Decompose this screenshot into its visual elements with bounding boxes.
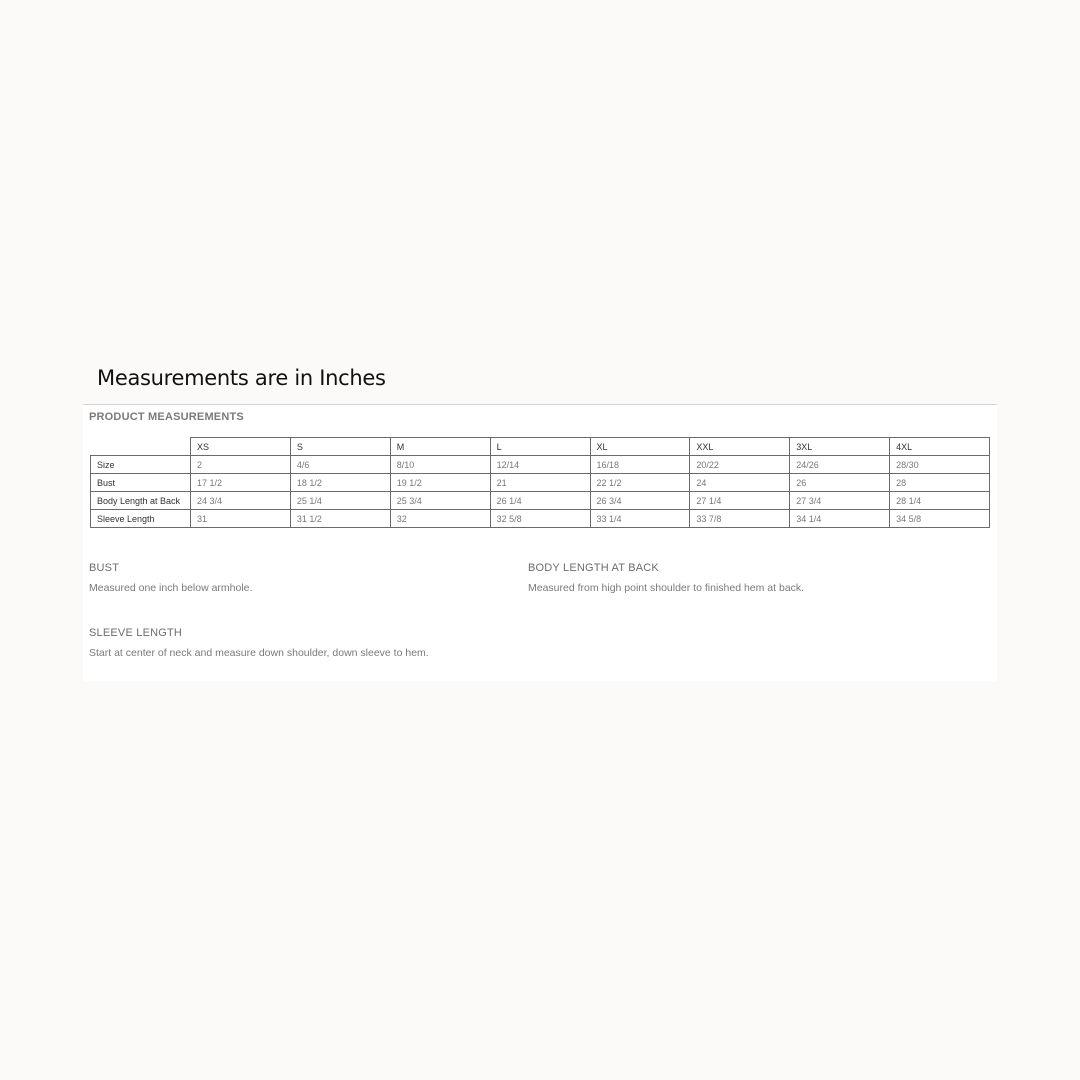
table-row [91, 474, 990, 492]
bust-note-title: BUST [89, 562, 120, 574]
table-cell: 18 1/2 [290, 474, 390, 492]
table-cell: 26 [790, 474, 890, 492]
measurements-table [90, 437, 990, 528]
row-label: Body Length at Back [91, 492, 191, 510]
table-cell: 22 1/2 [590, 474, 690, 492]
table-corner-cell [91, 438, 191, 456]
table-cell: 20/22 [690, 456, 790, 474]
column-header: XXL [690, 438, 790, 456]
sleeve-length-note-text: Start at center of neck and measure down shoulder, down sleeve to hem. [89, 647, 429, 659]
table-cell: 33 1/4 [590, 510, 690, 528]
table-cell: 32 [390, 510, 490, 528]
table-cell: 33 7/8 [690, 510, 790, 528]
table-cell: 24/26 [790, 456, 890, 474]
table-cell: 12/14 [490, 456, 590, 474]
table-cell: 27 3/4 [790, 492, 890, 510]
table-cell: 2 [191, 456, 291, 474]
table-cell: 4/6 [290, 456, 390, 474]
column-header: XS [191, 438, 291, 456]
table-cell: 28 1/4 [890, 492, 990, 510]
table-cell: 17 1/2 [191, 474, 291, 492]
bust-note-text: Measured one inch below armhole. [89, 582, 253, 594]
table-cell: 26 1/4 [490, 492, 590, 510]
table-cell: 25 3/4 [390, 492, 490, 510]
body-length-note-title: BODY LENGTH AT BACK [528, 562, 659, 574]
table-cell: 31 1/2 [290, 510, 390, 528]
measurements-panel [83, 404, 997, 681]
column-header: M [390, 438, 490, 456]
table-cell: 28 [890, 474, 990, 492]
table-cell: 8/10 [390, 456, 490, 474]
column-header: 3XL [790, 438, 890, 456]
table-cell: 32 5/8 [490, 510, 590, 528]
column-header: S [290, 438, 390, 456]
table-cell: 21 [490, 474, 590, 492]
table-cell: 31 [191, 510, 291, 528]
table-cell: 34 5/8 [890, 510, 990, 528]
table-cell: 26 3/4 [590, 492, 690, 510]
row-label: Sleeve Length [91, 510, 191, 528]
table-cell: 24 3/4 [191, 492, 291, 510]
column-header: 4XL [890, 438, 990, 456]
sleeve-length-note-title: SLEEVE LENGTH [89, 627, 183, 639]
page-headline: Measurements are in Inches [97, 366, 386, 390]
table-row [91, 492, 990, 510]
table-cell: 24 [690, 474, 790, 492]
table-row [91, 510, 990, 528]
table-header-row [91, 438, 990, 456]
body-length-note-text: Measured from high point shoulder to finished hem at back. [528, 582, 805, 594]
table-row [91, 456, 990, 474]
table-cell: 25 1/4 [290, 492, 390, 510]
table-cell: 28/30 [890, 456, 990, 474]
section-title: PRODUCT MEASUREMENTS [89, 411, 244, 423]
column-header: L [490, 438, 590, 456]
table-cell: 19 1/2 [390, 474, 490, 492]
column-header: XL [590, 438, 690, 456]
table-cell: 34 1/4 [790, 510, 890, 528]
row-label: Bust [91, 474, 191, 492]
table-cell: 16/18 [590, 456, 690, 474]
table-cell: 27 1/4 [690, 492, 790, 510]
row-label: Size [91, 456, 191, 474]
